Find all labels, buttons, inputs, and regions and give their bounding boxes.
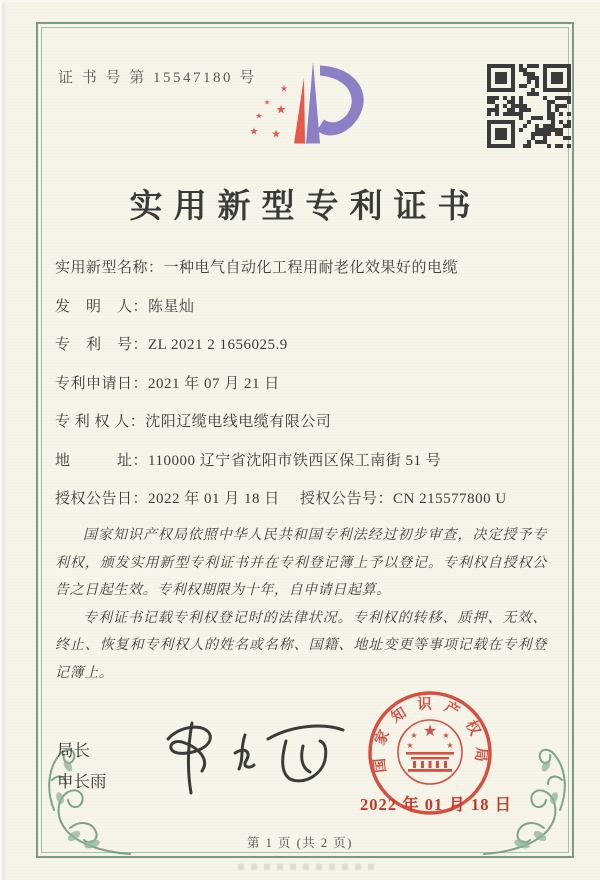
svg-text:★: ★ xyxy=(279,84,289,95)
legal-paragraph: 国家知识产权局依照中华人民共和国专利法经过初步审查，决定授予专利权，颁发实用新型专利证书并在专利登记簿上予以登记。专利权自授权公告之日起生效。专利权期限为十年，自申请日起算。 xyxy=(55,528,547,599)
svg-text:★: ★ xyxy=(271,127,281,141)
field-value: 110000 辽宁省沈阳市铁西区保工南街 51 号 xyxy=(148,452,442,469)
qr-code xyxy=(487,64,571,148)
field-value: 陈星灿 xyxy=(148,298,195,315)
svg-text:★: ★ xyxy=(406,741,414,750)
director-block xyxy=(57,736,107,797)
svg-text:★: ★ xyxy=(275,102,287,117)
field-row-name xyxy=(55,256,547,277)
field-value: 2022 年 01 月 18 日 xyxy=(148,491,280,507)
field-label: 发 明 人： xyxy=(55,298,149,315)
field-value: ZL 2021 2 1656025.9 xyxy=(148,337,288,353)
field-label: 地 址： xyxy=(55,452,149,469)
field-row-patentee xyxy=(55,410,547,431)
page-showthrough xyxy=(238,864,378,870)
field-list xyxy=(55,256,547,526)
svg-text:★: ★ xyxy=(255,111,263,121)
certificate-number: 证 书 号 第 15547180 号 xyxy=(58,70,257,86)
svg-text:★: ★ xyxy=(410,731,418,740)
seal-ring-text: 国家知识产权局 xyxy=(371,697,489,774)
grant-date xyxy=(55,487,300,508)
field-value: 一种电气自动化工程用耐老化效果好的电缆 xyxy=(163,260,459,276)
field-label: 专 利 号： xyxy=(55,337,149,353)
grant-number xyxy=(300,487,547,508)
signature-handwriting-icon xyxy=(140,715,355,803)
field-row-grant xyxy=(55,487,547,508)
field-row-patent-no xyxy=(55,333,547,354)
svg-text:★: ★ xyxy=(446,741,454,750)
field-value: 2021 年 07 月 21 日 xyxy=(148,375,280,392)
svg-text:★: ★ xyxy=(263,98,271,107)
svg-text:★: ★ xyxy=(422,721,438,740)
field-row-address xyxy=(55,449,547,470)
legal-paragraph: 专利证书记载专利权登记时的法律状况。专利权的转移、质押、无效、终止、恢复和专利权人的姓名或名称、国籍、地址变更等事项记载在专利登记簿上。 xyxy=(55,610,547,681)
field-row-filing-date xyxy=(55,372,547,393)
legal-text xyxy=(55,522,547,687)
field-row-inventor xyxy=(55,295,547,316)
field-value: 沈阳辽缆电线电缆有限公司 xyxy=(145,414,332,430)
svg-text:★: ★ xyxy=(442,731,450,740)
svg-text:★: ★ xyxy=(249,126,259,138)
page-title: 实用新型专利证书 xyxy=(129,189,482,225)
field-label: 实用新型名称： xyxy=(55,260,164,276)
seal-date: 2022 年 01 月 18 日 xyxy=(360,795,513,814)
page-footer: 第 1 页 (共 2 页) xyxy=(247,836,353,850)
cnipa-logo-icon xyxy=(234,54,369,169)
field-label: 授权公告日： xyxy=(55,491,149,507)
director-name: 申长雨 xyxy=(57,771,107,791)
field-label: 专利申请日： xyxy=(55,375,149,392)
field-label: 授权公告号： xyxy=(300,491,394,507)
director-title: 局长 xyxy=(57,741,90,760)
field-value: CN 215577800 U xyxy=(393,491,507,507)
field-label: 专 利 权 人： xyxy=(55,414,146,430)
